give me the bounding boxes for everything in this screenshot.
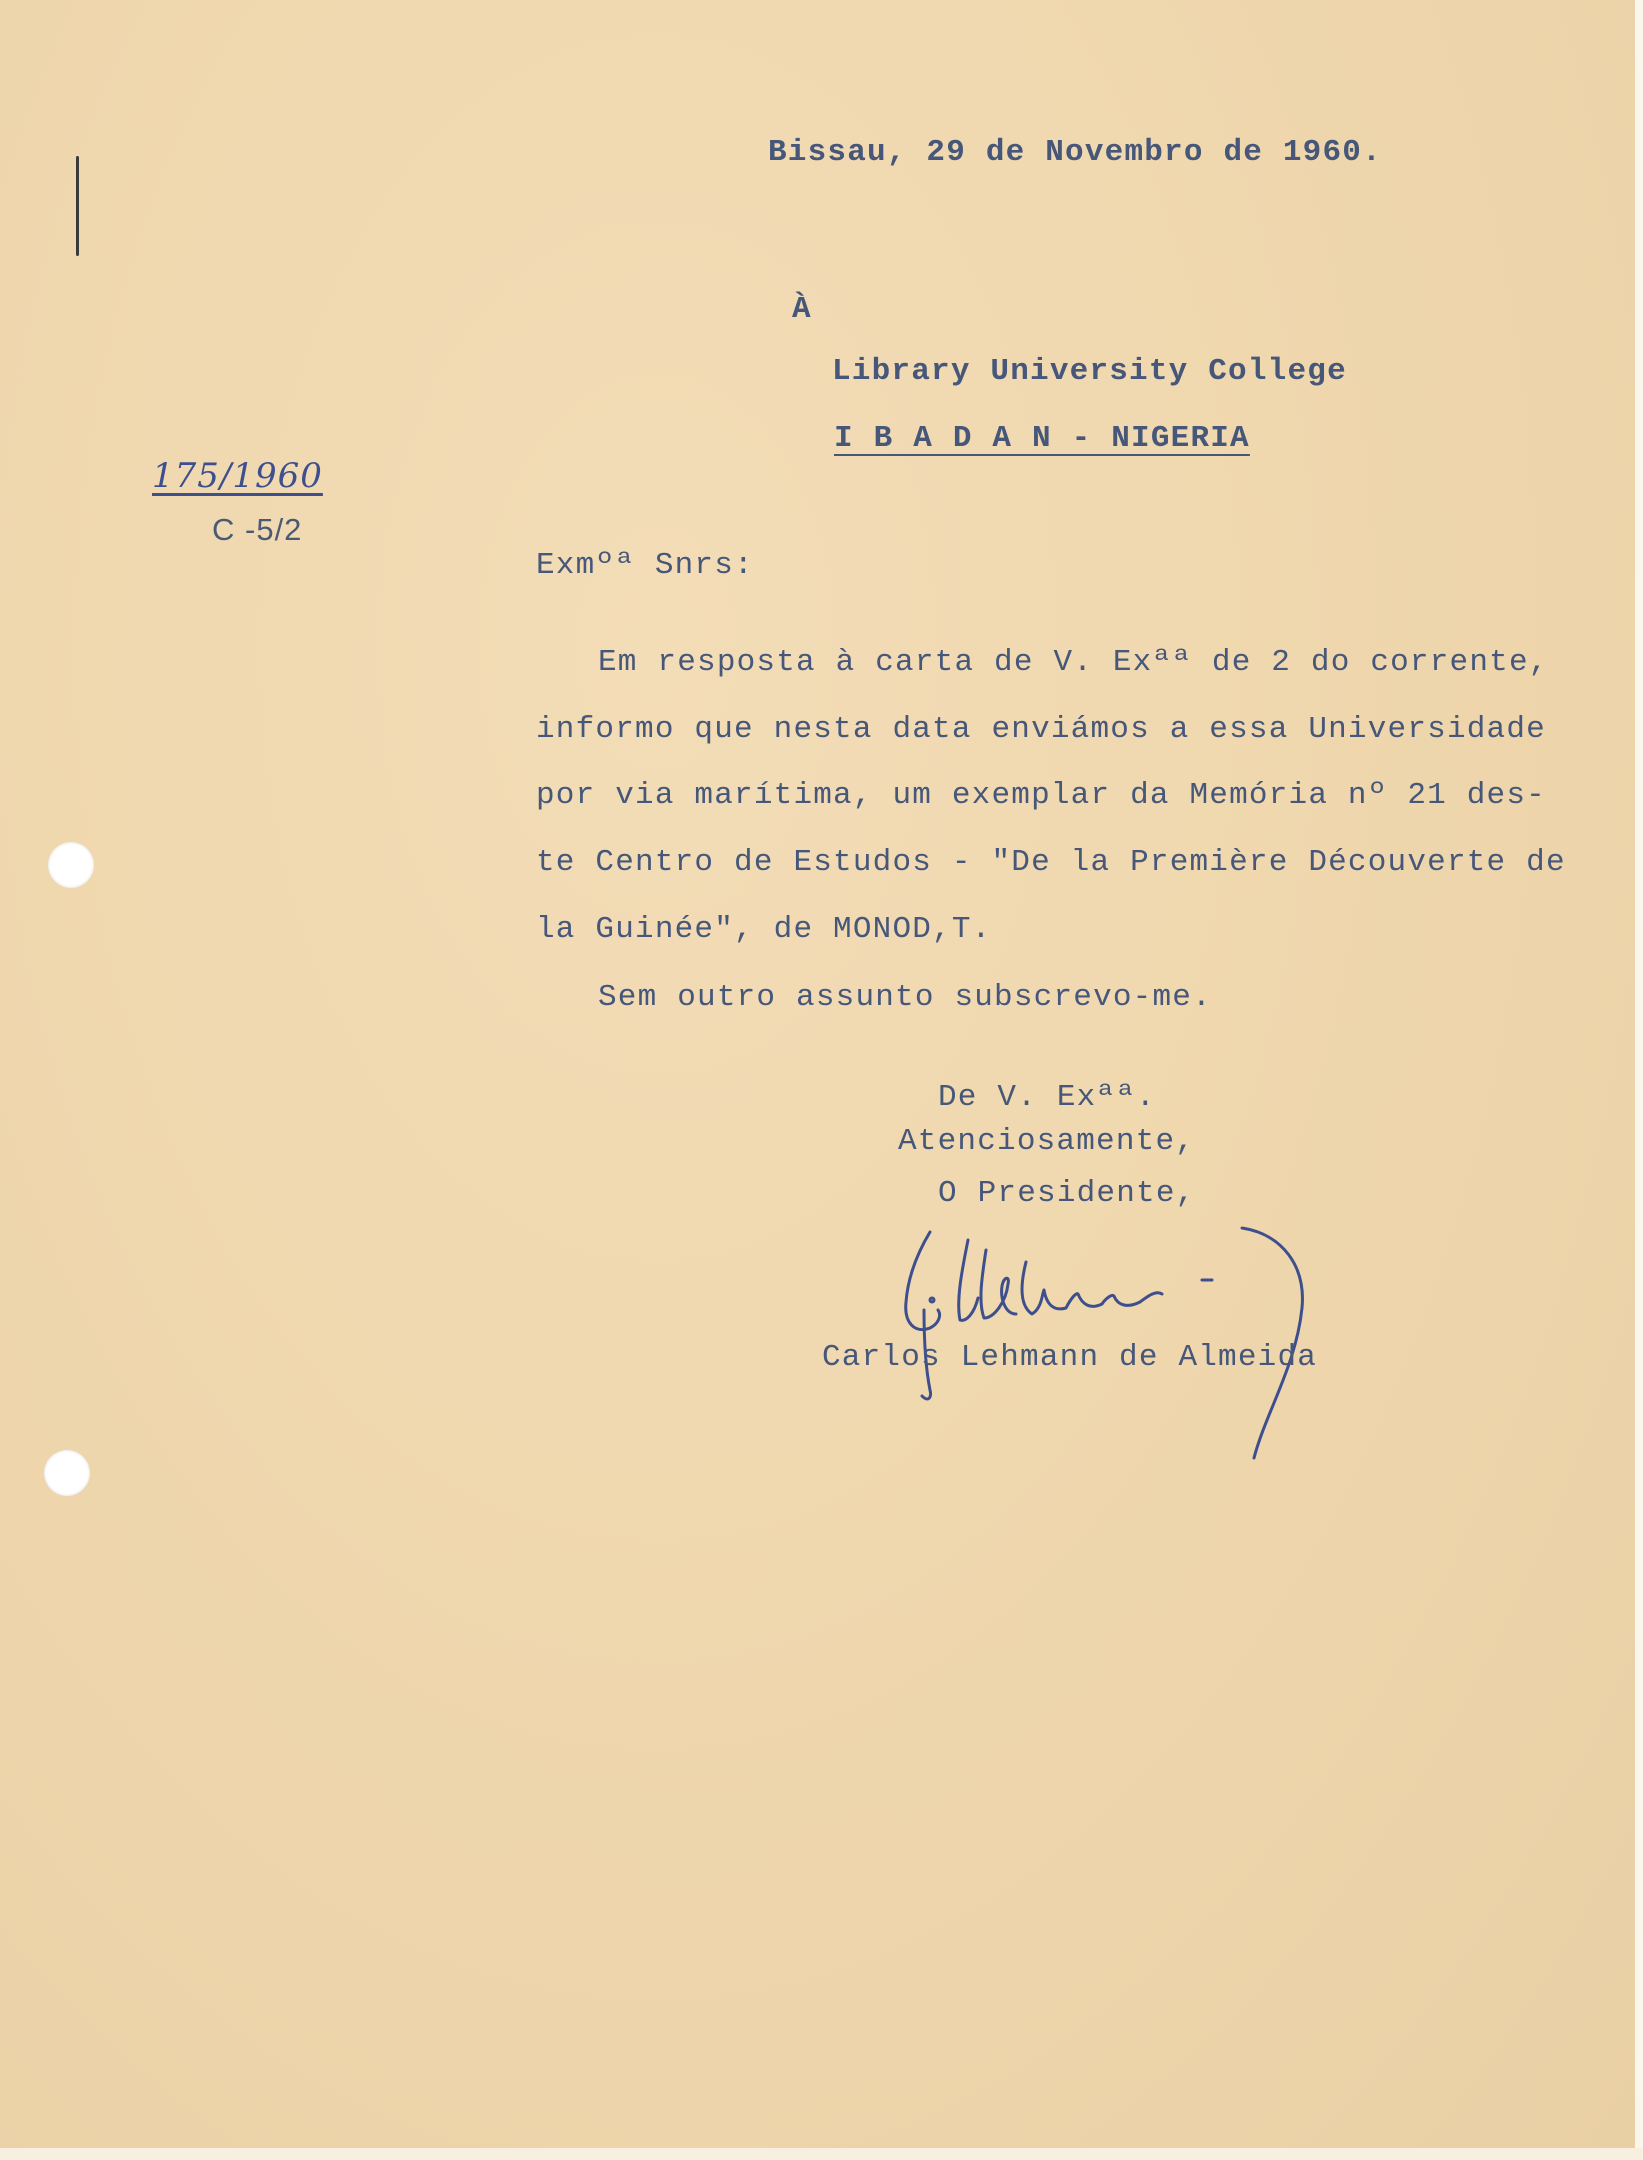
reference-number: 175/1960 <box>152 456 323 496</box>
body-line-6: Sem outro assunto subscrevo-me. <box>598 980 1212 1015</box>
recipient-name: Library University College <box>832 354 1347 389</box>
body-line-5: la Guinée", de MONOD,T. <box>536 912 992 947</box>
paper-edge-bottom <box>0 2148 1643 2160</box>
body-line-2: informo que nesta data enviámos a essa Universidade <box>536 712 1546 747</box>
margin-mark <box>76 156 79 256</box>
punch-hole-lower <box>44 1450 90 1496</box>
body-line-4: te Centro de Estudos - "De la Première Découverte de <box>536 845 1566 880</box>
recipient-location: I B A D A N - NIGERIA <box>834 421 1250 456</box>
recipient-prefix: À <box>792 292 812 327</box>
handwritten-signature <box>890 1210 1420 1460</box>
closing-line-1: De V. Exªª. <box>938 1080 1156 1115</box>
date-line: Bissau, 29 de Novembro de 1960. <box>768 135 1382 170</box>
body-line-1: Em resposta à carta de V. Exªª de 2 do corrente, <box>598 645 1549 680</box>
punch-hole-upper <box>48 842 94 888</box>
closing-line-2: Atenciosamente, <box>898 1124 1196 1159</box>
closing-line-3: O Presidente, <box>938 1176 1196 1211</box>
reference-code: C -5/2 <box>212 512 303 547</box>
salutation: Exmºª Snrs: <box>536 548 754 583</box>
paper-edge-right <box>1635 0 1643 2160</box>
body-line-3: por via marítima, um exemplar da Memória nº 21 des- <box>536 778 1546 813</box>
signatory-name: Carlos Lehmann de Almeida <box>822 1340 1318 1375</box>
